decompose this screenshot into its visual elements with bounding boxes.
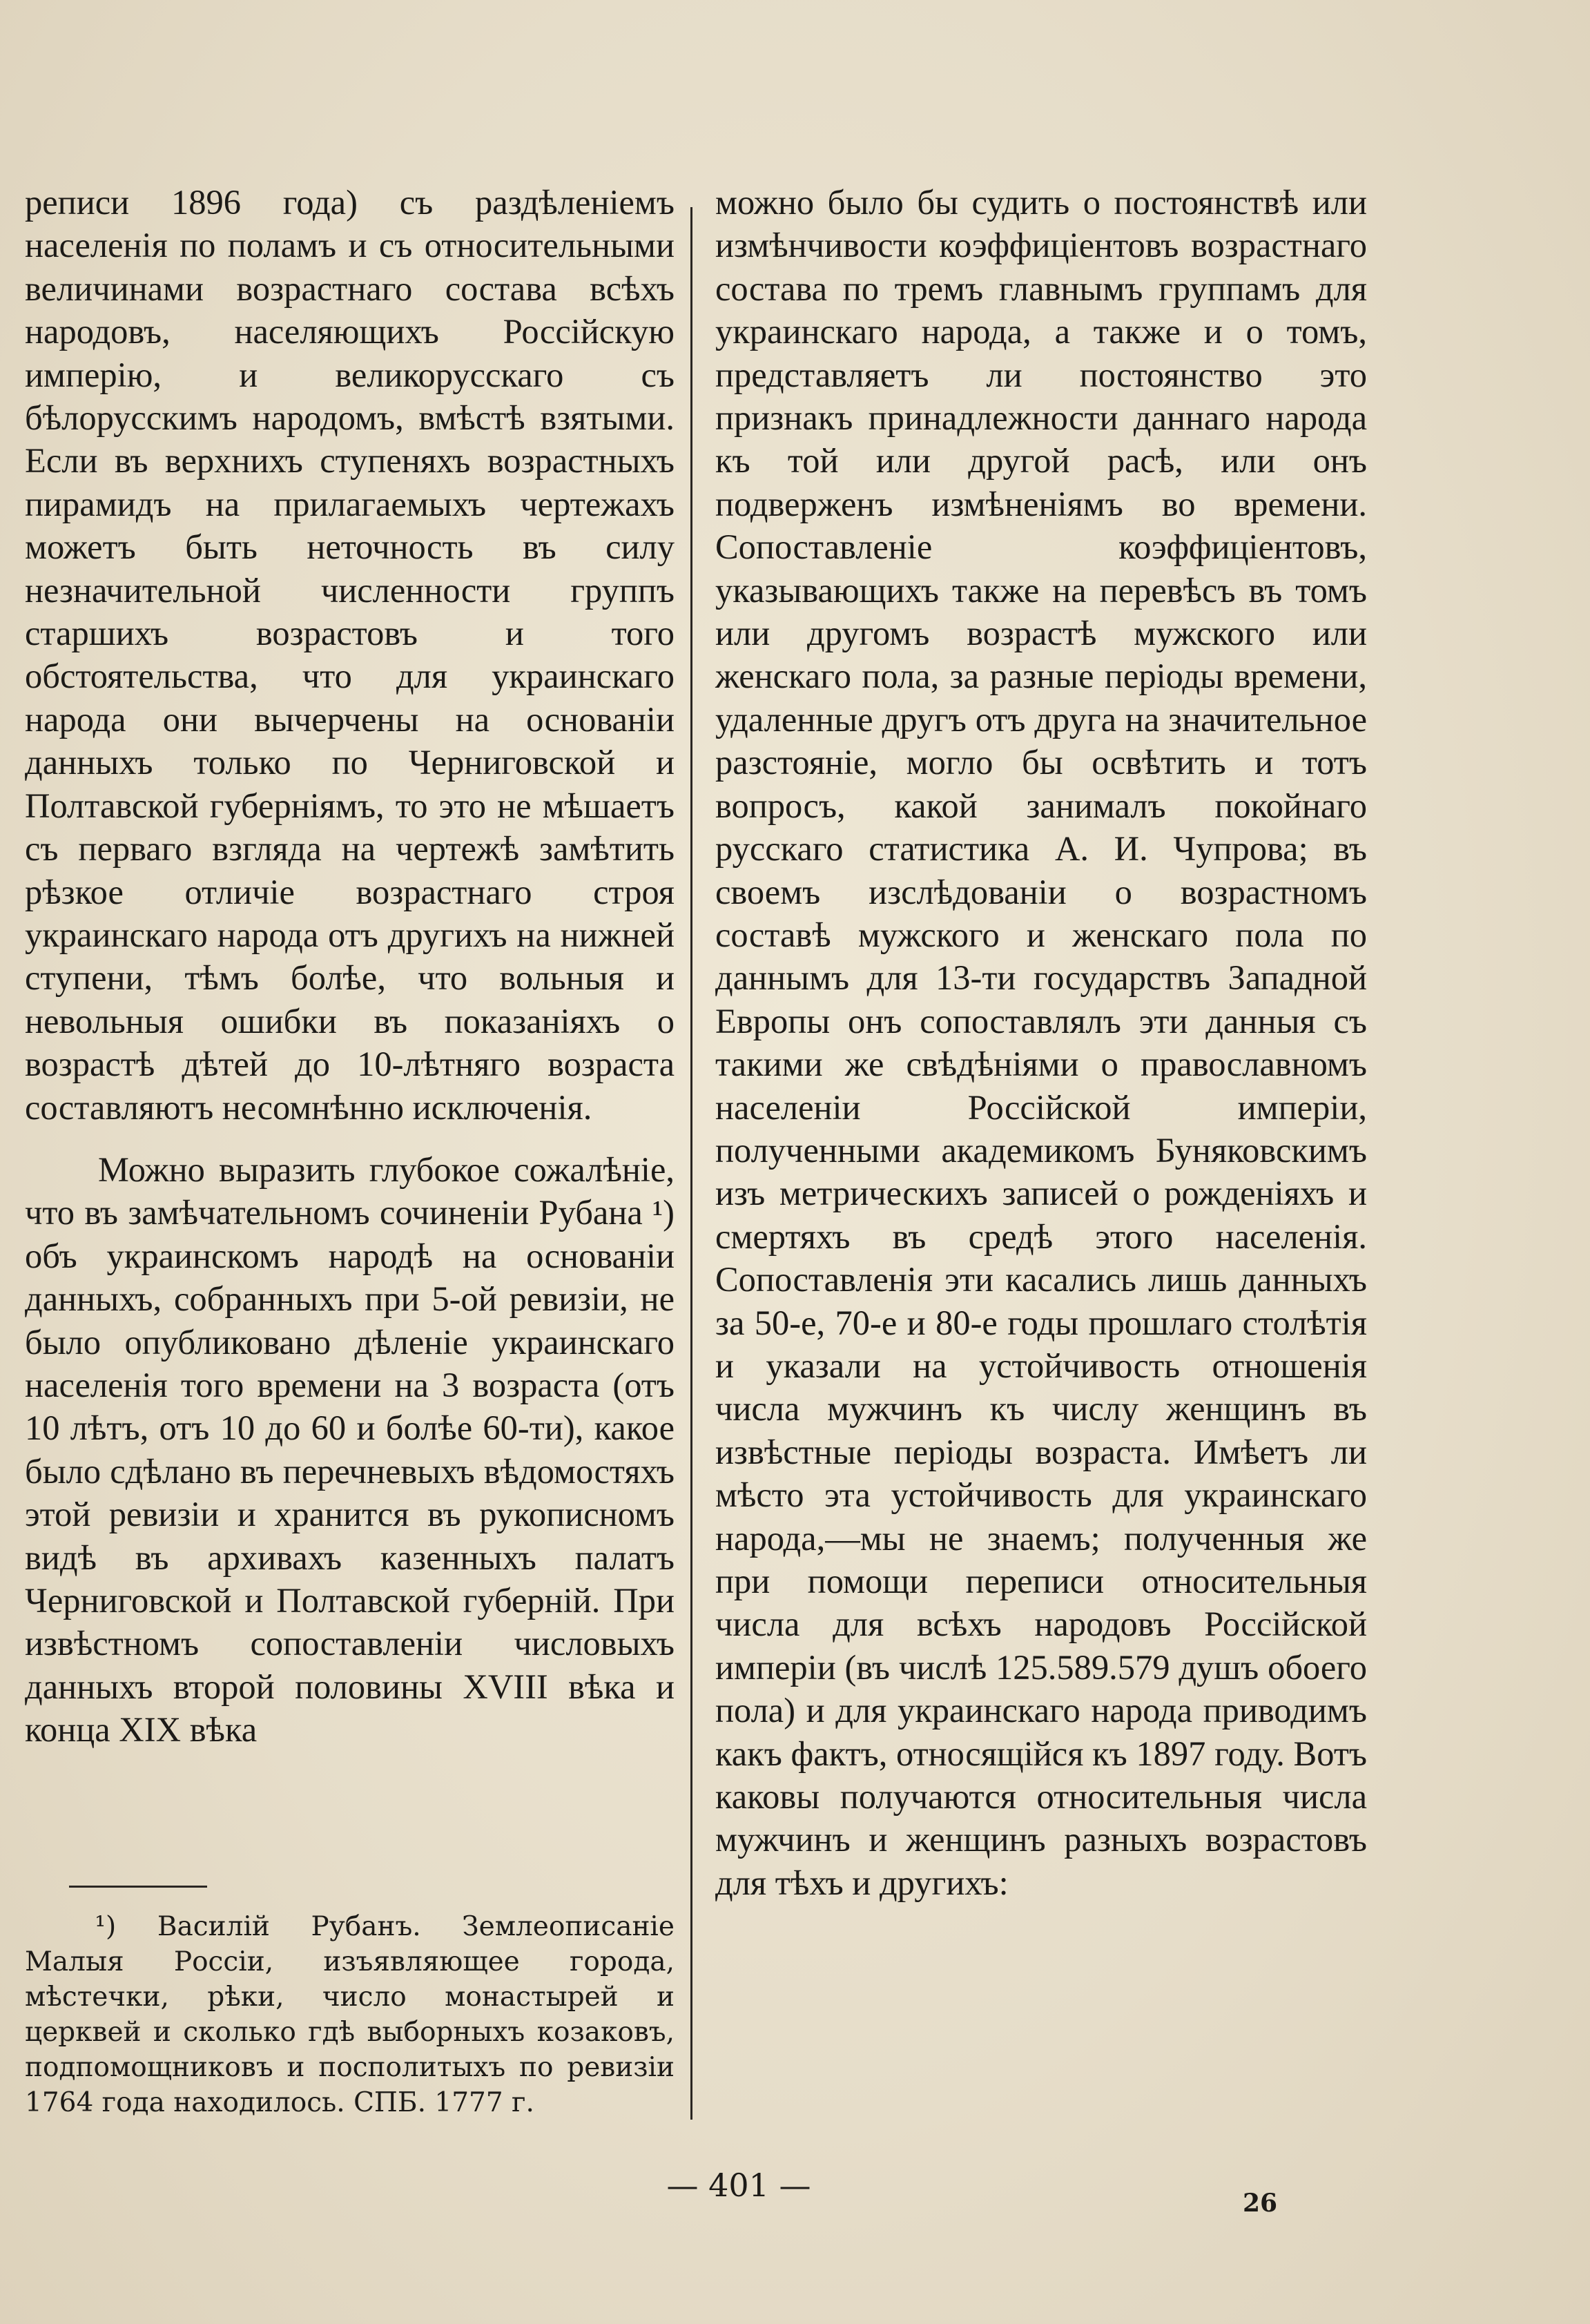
right-text-column: [715, 181, 1367, 1904]
footnote-text: ¹) Василій Рубанъ. Землеописаніе Малыя Россіи, изъявляющее города, мѣстечки, рѣки, число монастырей и церквей и сколько гдѣ выборныхъ козаковъ, подпомощниковъ и посполитыхъ по ревизіи 1764 года находилось. СПБ. 1777 г.: [25, 1911, 675, 2118]
right-paragraph: можно было бы судить о постоянствѣ или измѣнчивости коэффиціентовъ возрастнаго состава по тремъ главнымъ группамъ для украинскаго народа, а также и о томъ, представляетъ ли постоянство это признакъ принадлежности даннаго народа къ той или другой расѣ, или онъ подверженъ измѣненіямъ во времени. Сопоставленіе коэффиціентовъ, указывающихъ также на перевѣсъ въ томъ или другомъ возрастѣ мужского или женскаго пола, за разные періоды времени, удаленные другъ отъ друга на значительное разстояніе, могло бы освѣтить и тотъ вопросъ, какой занималъ покойнаго русскаго статистика А. И. Чупрова; въ своемъ изслѣдованіи о возрастномъ составѣ мужского и женскаго пола по даннымъ для 13-ти государствъ Западной Европы онъ сопоставлялъ эти данныя съ такими же свѣдѣніями о православномъ населеніи Россійской имперіи, полученными академикомъ Буняковскимъ изъ метрическихъ записей о рожденіяхъ и смертяхъ въ средѣ этого населенія. Сопоставленія эти касались лишь данныхъ за 50-е, 70-е и 80-е годы прошлаго столѣтія и указали на устойчивость отношенія числа мужчинъ къ числу женщинъ въ извѣстные періоды возраста. Имѣетъ ли мѣсто эта устойчивость для украинскаго народа,—мы не знаемъ; полученныя же при помощи переписи относительныя числа для всѣхъ народовъ Россійской имперіи (въ числѣ 125.589.579 душъ обоего пола) и для украинскаго народа приводимъ какъ фактъ, относящійся къ 1897 году. Вотъ каковы получаются относительныя числа мужчинъ и женщинъ разныхъ возрастовъ для тѣхъ и другихъ:: [715, 183, 1367, 1902]
footnote: [25, 1909, 675, 2120]
left-paragraph-rubán: Можно выразить глубокое сожалѣніе, что въ замѣчательномъ сочиненіи Рубана ¹) объ украинскомъ народѣ на основаніи данныхъ, собранныхъ при 5-ой ревизіи, не было опубликовано дѣленіе украинскаго населенія того времени на 3 возраста (отъ 10 лѣтъ, отъ 10 до 60 и болѣе 60-ти), какое было сдѣлано въ перечневыхъ вѣдомостяхъ этой ревизіи и хранится въ рукописномъ видѣ въ архивахъ казенныхъ палатъ Черниговской и Полтавской губерній. При извѣстномъ сопоставленіи числовыхъ данныхъ второй половины XVIII вѣка и конца XIX вѣка: [25, 1150, 675, 1750]
page-number: — 401 —: [666, 2167, 811, 2204]
footnote-separator: [69, 1886, 207, 1888]
left-paragraph-continuation: реписи 1896 года) съ раздѣленіемъ населенія по поламъ и съ относительными величинами возрастнаго состава всѣхъ народовъ, населяющихъ Россійскую имперію, и великорусскаго съ бѣлорусскимъ народомъ, вмѣстѣ взятыми. Если въ верхнихъ ступеняхъ возрастныхъ пирамидъ на прилагаемыхъ чертежахъ можетъ быть неточность въ силу незначительной численности группъ старшихъ возрастовъ и того обстоятельства, что для украинскаго народа они вычерчены на основаніи данныхъ только по Черниговской и Полтавской губерніямъ, то это не мѣшаетъ съ перваго взгляда на чертежѣ замѣтить рѣзкое отличіе возрастнаго строя украинскаго народа отъ другихъ на нижней ступени, тѣмъ болѣе, что вольныя и невольныя ошибки въ показаніяхъ о возрастѣ дѣтей до 10-лѣтняго возраста составляютъ несомнѣнно исключенія.: [25, 183, 675, 1127]
signature-mark: 26: [1243, 2189, 1278, 2218]
column-divider-rule: [690, 207, 692, 2120]
left-text-column: [25, 181, 675, 1752]
